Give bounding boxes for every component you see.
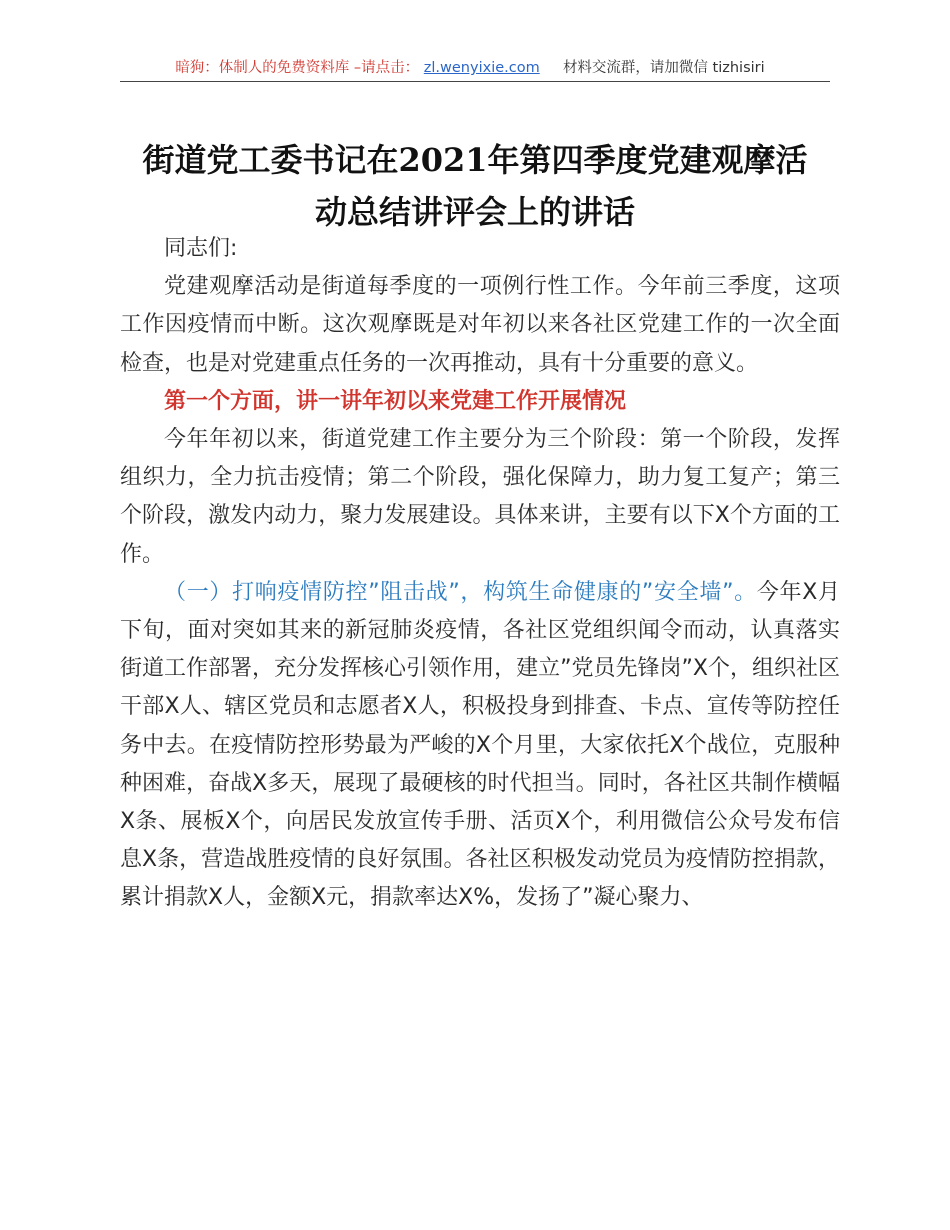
intro-paragraph: 党建观摩活动是街道每季度的一项例行性工作。今年前三季度，这项工作因疫情而中断。这次观摩既是对年初以来各社区党建工作的一次全面检查，也是对党建重点任务的一次再推动，具有十分重要的意义。 — [120, 274, 840, 376]
header-url-link[interactable]: zl.wenyixie.com — [423, 60, 540, 76]
section-heading: 第一个方面，讲一讲年初以来党建工作开展情况 — [164, 388, 627, 414]
header-prompt: –请点击： — [353, 60, 420, 76]
header-contact: 材料交流群，请加微信 tizhisiri — [562, 60, 765, 76]
subsection-body: 今年X月下旬，面对突如其来的新冠肺炎疫情，各社区党组织闻令而动，认真落实街道工作部署，充分发挥核心引领作用，建立”党员先锋岗”X个，组织社区干部X人、辖区党员和志愿者X人，积极投身到排查、卡点、宣传等防控任务中去。在疫情防控形势最为严峻的X个月里，大家依托X个战位，克服种种困难，奋战X多天，展现了最硬核的时代担当。同时，各社区共制作横幅X条、展板X个，向居民发放宣传手册、活页X个，利用微信公众号发布信息X条，营造战胜疫情的良好氛围。各社区积极发动党员为疫情防控捐款，累计捐款X人，金额X元，捐款率达X%，发扬了”凝心聚力、 — [120, 579, 840, 911]
subsection-heading: （一）打响疫情防控”阻击战”，构筑生命健康的”安全墙”。 — [164, 579, 757, 605]
subsection-paragraph — [120, 574, 840, 918]
document-title — [120, 134, 830, 238]
page-header — [120, 58, 820, 78]
header-divider — [120, 81, 830, 82]
document-body — [120, 230, 840, 918]
salutation: 同志们: — [164, 236, 238, 261]
section-paragraph: 今年年初以来，街道党建工作主要分为三个阶段：第一个阶段，发挥组织力，全力抗击疫情；第二个阶段，强化保障力，助力复工复产；第三个阶段，激发内动力，聚力发展建设。具体来讲，主要有以下X个方面的工作。 — [120, 427, 840, 567]
header-brand: 暗狗：体制人的免费资料库 — [175, 60, 350, 76]
title-line-2: 动总结讲评会上的讲话 — [314, 193, 635, 231]
title-line-1: 街道党工委书记在2021年第四季度党建观摩活 — [142, 141, 808, 179]
